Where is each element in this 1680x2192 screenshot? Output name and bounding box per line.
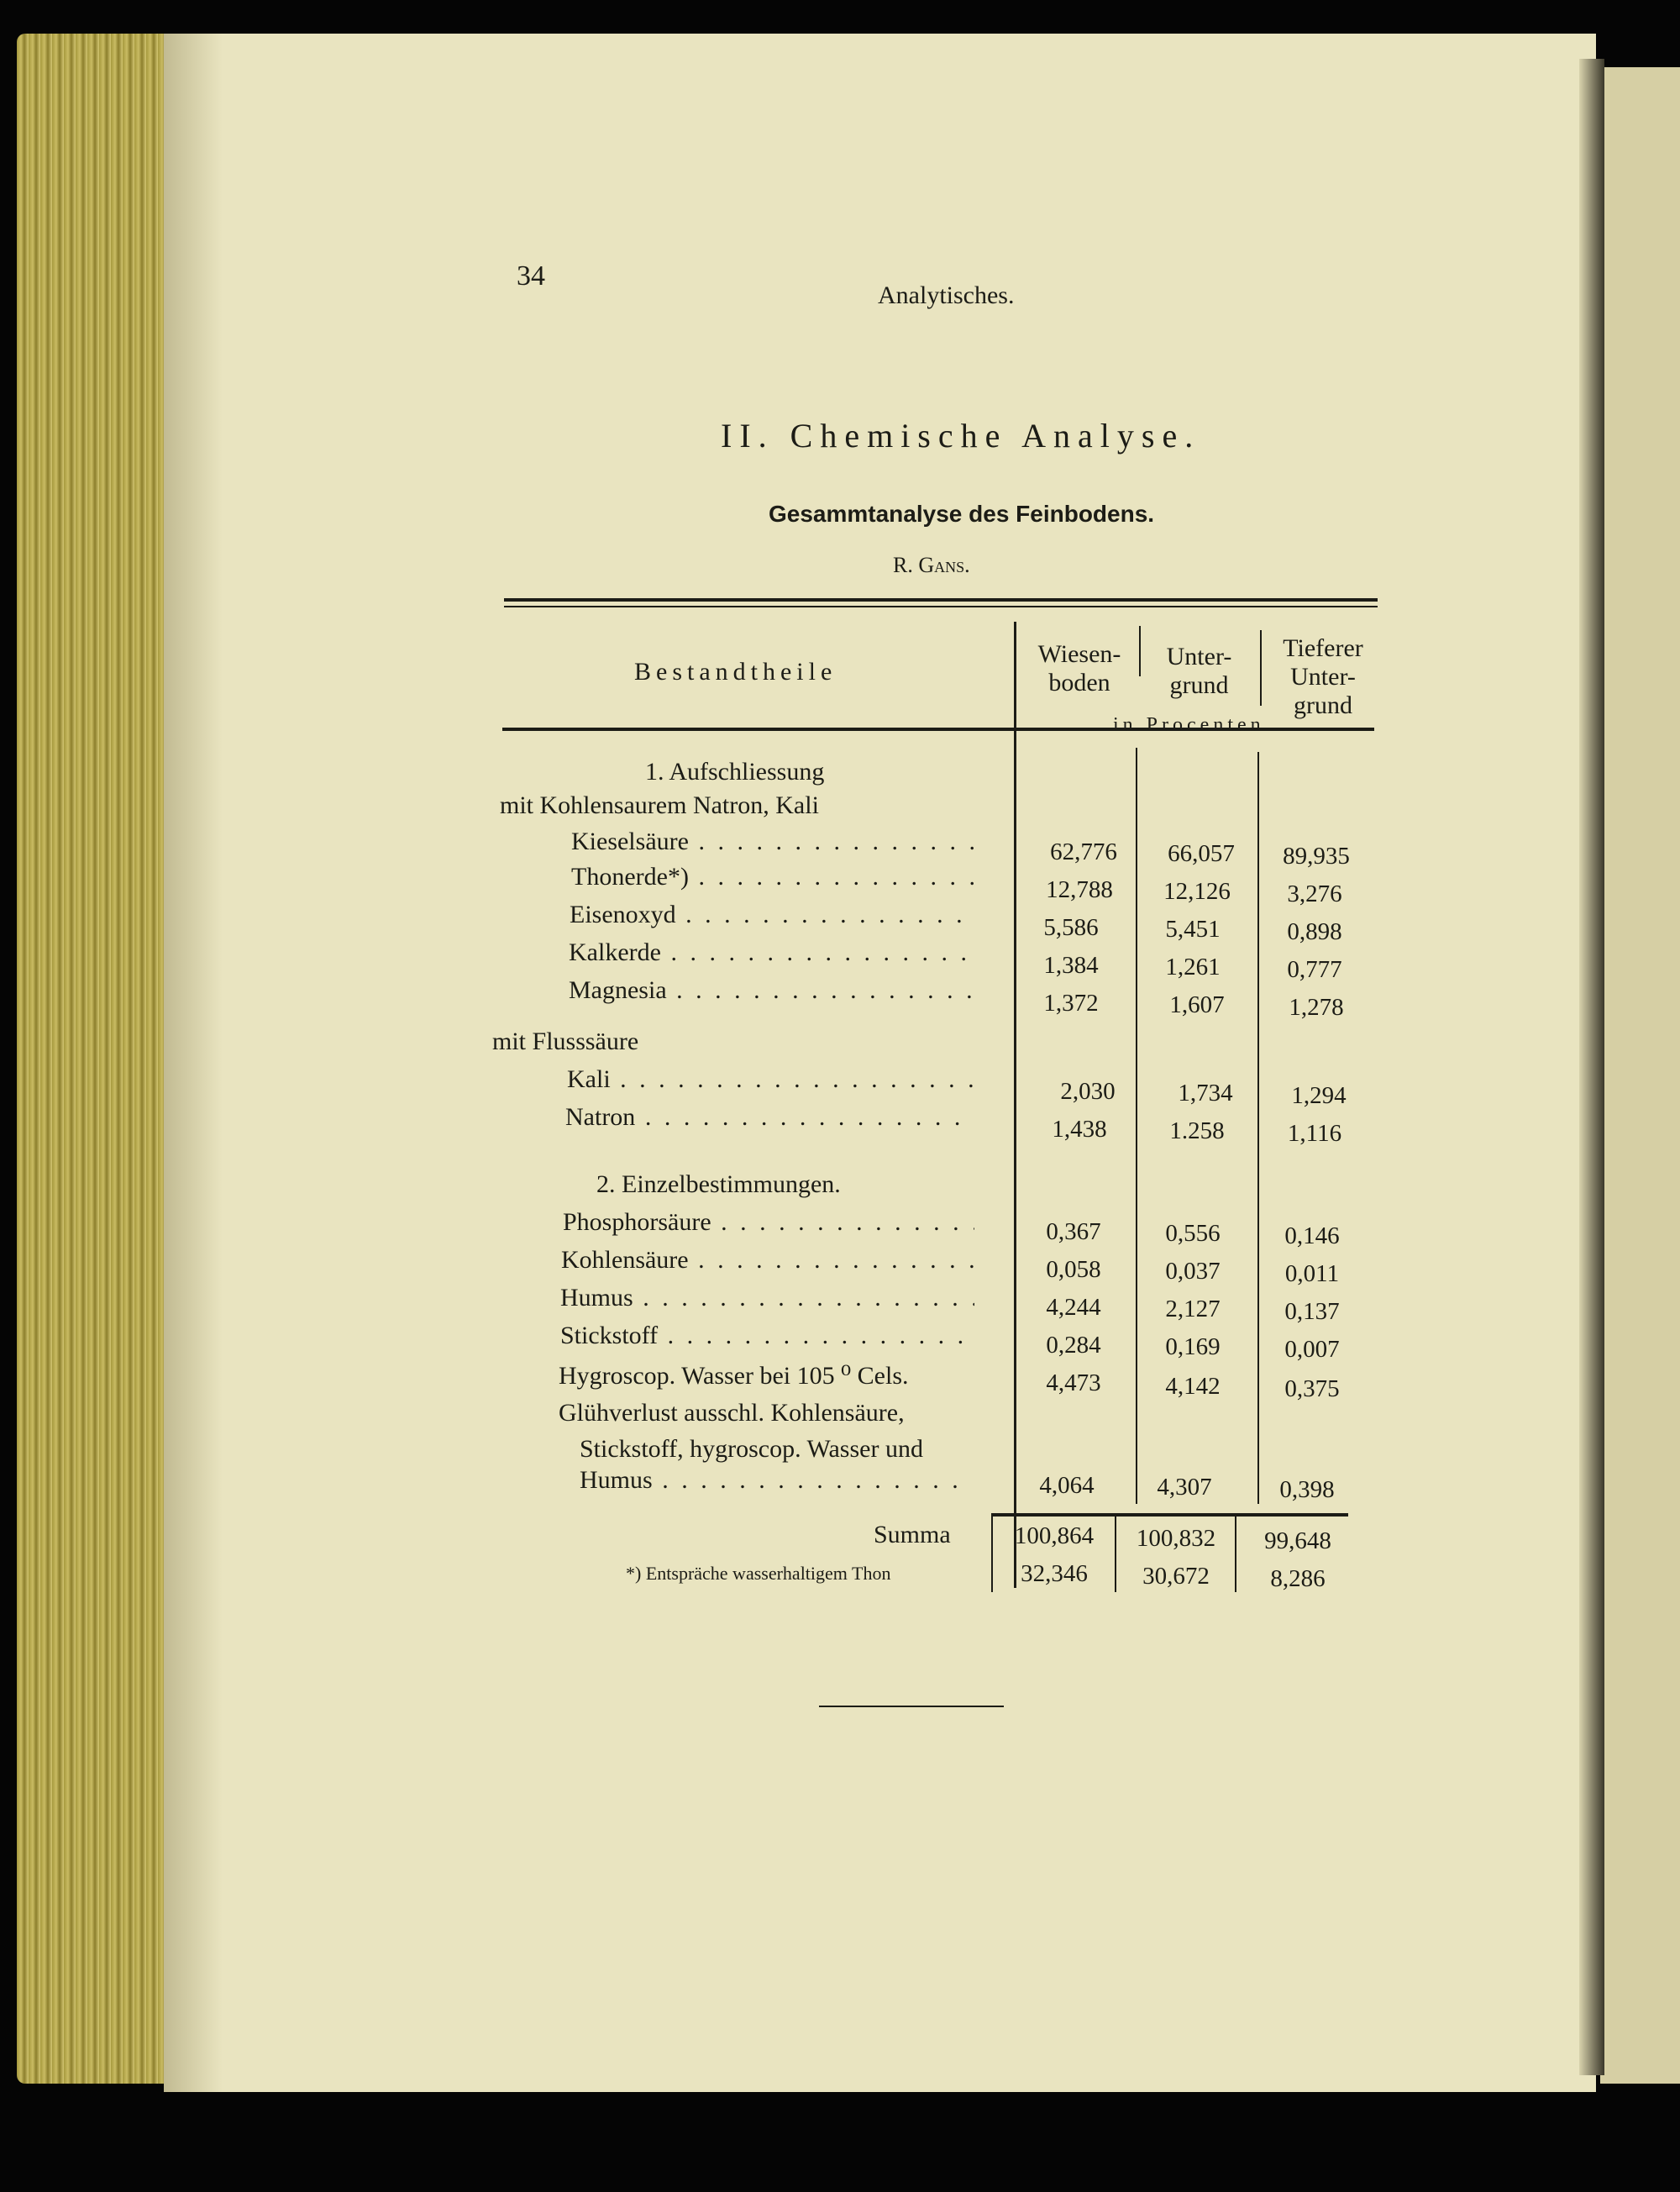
cell-value: 99,648 (1264, 1527, 1331, 1554)
cell-value: 4,142 (1165, 1373, 1221, 1400)
running-title: Analytisches. (878, 281, 1015, 309)
row-label: Stickstoff . . . (560, 1322, 974, 1349)
page-shadow (164, 34, 223, 2092)
facing-page (1600, 67, 1680, 2084)
cell-value: 0,777 (1287, 956, 1342, 983)
row-label: Kohlensäure . . . (561, 1246, 974, 1274)
author (893, 553, 970, 578)
cell-value: 0,284 (1046, 1332, 1101, 1359)
cell-value: 2,030 (1060, 1078, 1116, 1105)
row-label-line2: Stickstoff, hygroscop. Wasser und (580, 1435, 923, 1463)
row-label-line1: Glühverlust ausschl. Kohlensäure, (559, 1399, 905, 1427)
column-divider-2 (1139, 626, 1141, 676)
row-label: Magnesia . . . (569, 976, 972, 1004)
cell-value: 0,367 (1046, 1218, 1101, 1245)
column-header-tieferer-untergrund: Tieferer Unter- grund (1283, 634, 1363, 719)
row-label: Hygroscop. Wasser bei 105 ⁰ Cels. (559, 1362, 909, 1390)
cell-value: 0,058 (1046, 1256, 1101, 1283)
group2-heading: mit Flusssäure (492, 1028, 639, 1055)
closing-rule (819, 1706, 1004, 1707)
cell-value: 0,037 (1165, 1258, 1221, 1285)
group1-heading-line2: mit Kohlensaurem Natron, Kali (500, 791, 819, 819)
cell-value: 8,286 (1270, 1565, 1326, 1592)
row-label: Thonerde*) . . . (571, 863, 974, 891)
summa-rule (991, 1513, 1348, 1517)
cell-value: 1,116 (1287, 1120, 1342, 1147)
cell-value: 0,007 (1284, 1336, 1340, 1363)
cell-value: 30,672 (1142, 1563, 1210, 1590)
book-page (164, 34, 1596, 2092)
cell-value: 1,278 (1289, 994, 1344, 1021)
footnote-text: *) Entspräche wasserhaltigem Thon (626, 1563, 891, 1584)
cell-value: 12,126 (1163, 878, 1231, 905)
column-header-wiesenboden: Wiesen- boden (1037, 640, 1121, 696)
row-label: Natron . . . (565, 1103, 973, 1131)
page-number: 34 (517, 260, 545, 292)
cell-value: 0,898 (1287, 918, 1342, 945)
group3-heading: 2. Einzelbestimmungen. (596, 1170, 841, 1198)
cell-value: 2,127 (1165, 1296, 1221, 1322)
cell-value: 0,169 (1165, 1333, 1221, 1360)
cell-value: 1,734 (1178, 1080, 1233, 1107)
cell-value: 3,276 (1287, 880, 1342, 907)
book-gutter (1579, 59, 1604, 2075)
column-divider-1 (1014, 622, 1016, 1588)
summa-divider-3 (1235, 1517, 1236, 1592)
cell-value: 0,556 (1165, 1220, 1221, 1247)
column-header-untergrund: Unter- grund (1166, 643, 1232, 699)
row-label: Humus . . . (560, 1284, 974, 1312)
cell-value: 32,346 (1021, 1560, 1088, 1587)
summa-divider-2 (1115, 1517, 1116, 1592)
group1-heading-line1: 1. Aufschliessung (645, 758, 825, 786)
row-label: Kalkerde . . . (569, 938, 972, 966)
row-label: Phosphorsäure . . . (563, 1208, 974, 1236)
author-name: R. Gans. (893, 553, 970, 577)
row-label: Eisenoxyd . . . (570, 901, 973, 928)
cell-value: 0,375 (1284, 1375, 1340, 1402)
cell-value: 1,294 (1291, 1082, 1347, 1109)
cell-value: 62,776 (1050, 838, 1117, 865)
cell-value: 89,935 (1283, 843, 1350, 870)
summa-label: Summa (874, 1521, 951, 1548)
cell-value: 1,384 (1043, 952, 1099, 979)
cell-value: 4,307 (1157, 1474, 1212, 1501)
cell-value: 4,244 (1046, 1294, 1101, 1321)
cell-value: 12,788 (1046, 876, 1113, 903)
cell-value: 0,137 (1284, 1298, 1340, 1325)
cell-value: 4,473 (1046, 1369, 1101, 1396)
cell-value: 100,864 (1014, 1522, 1095, 1549)
summa-divider-1 (991, 1517, 993, 1592)
row-label: Kali . . . (567, 1065, 974, 1093)
cell-value: 100,832 (1136, 1525, 1216, 1552)
cell-value: 1,607 (1169, 991, 1225, 1018)
table-top-rule-2 (504, 606, 1378, 607)
cell-value: 4,064 (1039, 1472, 1095, 1499)
cell-value: 5,586 (1043, 914, 1099, 941)
column-header-label: Bestandtheile (634, 658, 837, 686)
table-title: Gesammtanalyse des Feinbodens. (769, 501, 1155, 527)
cell-value: 1,438 (1052, 1116, 1107, 1143)
cell-value: 66,057 (1168, 840, 1235, 867)
cell-value: 0,398 (1279, 1476, 1335, 1503)
unit-label: in Procenten (1113, 714, 1265, 736)
cell-value: 5,451 (1165, 916, 1221, 943)
section-title: II. Chemische Analyse. (721, 417, 1201, 455)
row-label: Kieselsäure . . . (571, 828, 974, 855)
column-divider-3 (1260, 630, 1262, 706)
cell-value: 1,372 (1043, 990, 1099, 1017)
cell-value: 0,011 (1284, 1260, 1340, 1287)
cell-value: 1.258 (1169, 1117, 1225, 1144)
row-label-line3: Humus . . . (580, 1466, 966, 1494)
cell-value: 1,261 (1165, 954, 1221, 980)
table-top-rule (504, 598, 1378, 602)
cell-value: 0,146 (1284, 1222, 1340, 1249)
